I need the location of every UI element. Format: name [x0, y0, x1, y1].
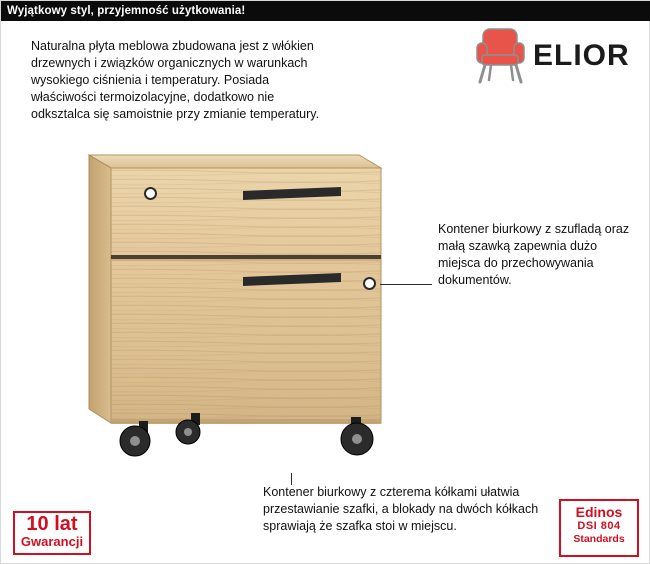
warranty-years: 10 lat	[26, 513, 78, 535]
warranty-badge	[13, 511, 91, 555]
warranty-label: Gwarancji	[20, 534, 84, 549]
callout-dot-material	[144, 187, 157, 200]
cabinet-illustration	[73, 151, 403, 471]
callout-dot-storage	[363, 277, 376, 290]
brand-logo	[471, 25, 631, 87]
leader-line-storage	[380, 284, 432, 285]
armchair-icon	[473, 25, 529, 85]
brand-name: ELIOR	[533, 39, 630, 72]
certificate-line1: Edinos	[575, 504, 623, 520]
top-banner: Wyjątkowy styl, przyjemność użytkowania!	[1, 1, 650, 21]
certificate-line3: Standards	[573, 533, 625, 545]
description-material: Naturalna płyta meblowa zbudowana jest z włókien drzewnych i związków organicznych w warunkach wysokiego ciśnienia i temperatury. Posiada właściwości termoizolacyjne, dodatkowo nie odksztalca się samoistnie przy zmianie temperatury.	[31, 39, 320, 121]
description-storage: Kontener biurkowy z szufladą oraz małą szawką zapewnia dużo miejsca do przechowywania dokumentów.	[438, 222, 630, 287]
product-image	[73, 151, 403, 471]
description-casters: Kontener biurkowy z czterema kółkami ułatwia przestawianie szafki, a blokady na dwóch kółkach sprawiają że szafka stoi w miejscu.	[263, 485, 539, 533]
certificate-badge	[559, 499, 639, 557]
certificate-line2: DSI 804	[577, 520, 621, 532]
